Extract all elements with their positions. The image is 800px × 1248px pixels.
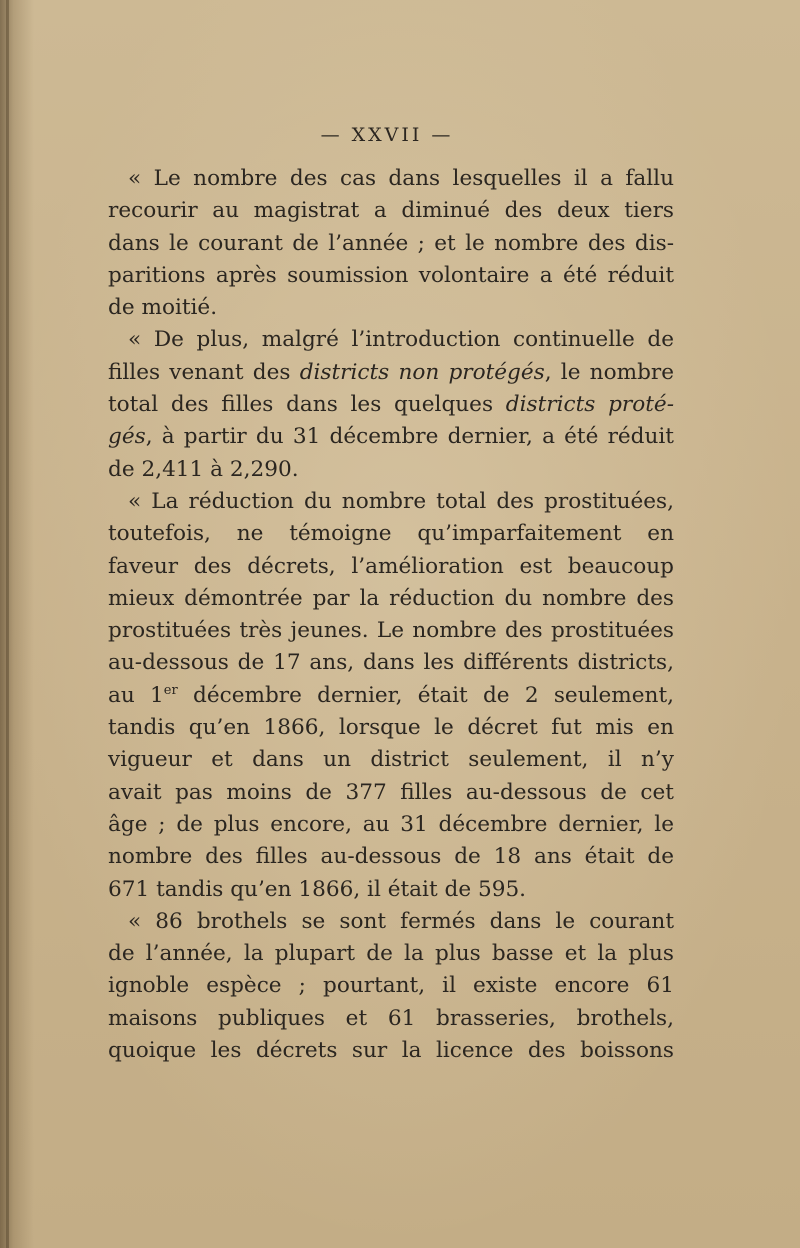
binding-edge xyxy=(6,0,9,1248)
text-line: faveur des décrets, l’amélioration est beaucoup xyxy=(108,553,674,579)
paragraph xyxy=(108,163,674,324)
text-line: de 2,411 à 2,290. xyxy=(108,456,299,482)
body-text xyxy=(108,163,674,1067)
text-line: prostituées très jeunes. Le nombre des prostituées xyxy=(108,618,674,644)
italic-term: districts proté- xyxy=(505,392,674,418)
text-line: dans le courant de l’année ; et le nombre des dis- xyxy=(108,230,674,256)
text-line: ignoble espèce ; pourtant, il existe encore 61 xyxy=(108,973,674,999)
text-line: de moitié. xyxy=(108,295,218,321)
text-line: « Le nombre des cas dans lesquelles il a fallu xyxy=(128,166,674,191)
paragraph xyxy=(108,324,674,485)
paragraph xyxy=(108,486,674,906)
paragraph xyxy=(108,906,674,1067)
text-line: « 86 brothels se sont fermés dans le courant xyxy=(128,908,674,934)
text-line: gés, à partir du 31 décembre dernier, a été réduit xyxy=(108,424,674,450)
text-line: total des filles dans les quelques districts proté- xyxy=(108,392,674,418)
text-line: avait pas moins de 377 filles au-dessous de cet xyxy=(108,779,674,805)
text-line: tandis qu’en 1866, lorsque le décret fut mis en xyxy=(108,715,674,741)
text-line: « De plus, malgré l’introduction continuelle de xyxy=(128,327,674,353)
text-line: maisons publiques et 61 brasseries, brothels, xyxy=(108,1005,674,1031)
text-line: nombre des filles au-dessous de 18 ans était de xyxy=(108,844,674,870)
italic-term: districts non protégés xyxy=(299,359,545,385)
text-line: quoique les décrets sur la licence des boissons xyxy=(108,1038,674,1064)
italic-term: gés xyxy=(108,424,146,450)
text-line: toutefois, ne témoigne qu’imparfaitement en xyxy=(108,521,674,547)
text-line: paritions après soumission volontaire a été réduit xyxy=(108,262,674,288)
text-line: au-dessous de 17 ans, dans les différents districts, xyxy=(108,650,674,676)
text-line: âge ; de plus encore, au 31 décembre dernier, le xyxy=(108,811,674,837)
text-line: recourir au magistrat a diminué des deux tiers xyxy=(108,198,674,224)
ordinal-superscript: er xyxy=(163,682,178,698)
text-line: de l’année, la plupart de la plus basse et la plus xyxy=(108,941,674,967)
text-line: mieux démontrée par la réduction du nombre des xyxy=(108,585,674,611)
text-line: 671 tandis qu’en 1866, il était de 595. xyxy=(108,876,527,902)
text-line: filles venant des districts non protégés, le nombre xyxy=(108,359,674,385)
page-number-header: — XXVII — xyxy=(320,124,454,146)
text-line: vigueur et dans un district seulement, il n’y xyxy=(108,747,674,773)
text-line: « La réduction du nombre total des prostituées, xyxy=(128,488,674,514)
text-line: au 1er décembre dernier, était de 2 seulement, xyxy=(108,682,674,708)
